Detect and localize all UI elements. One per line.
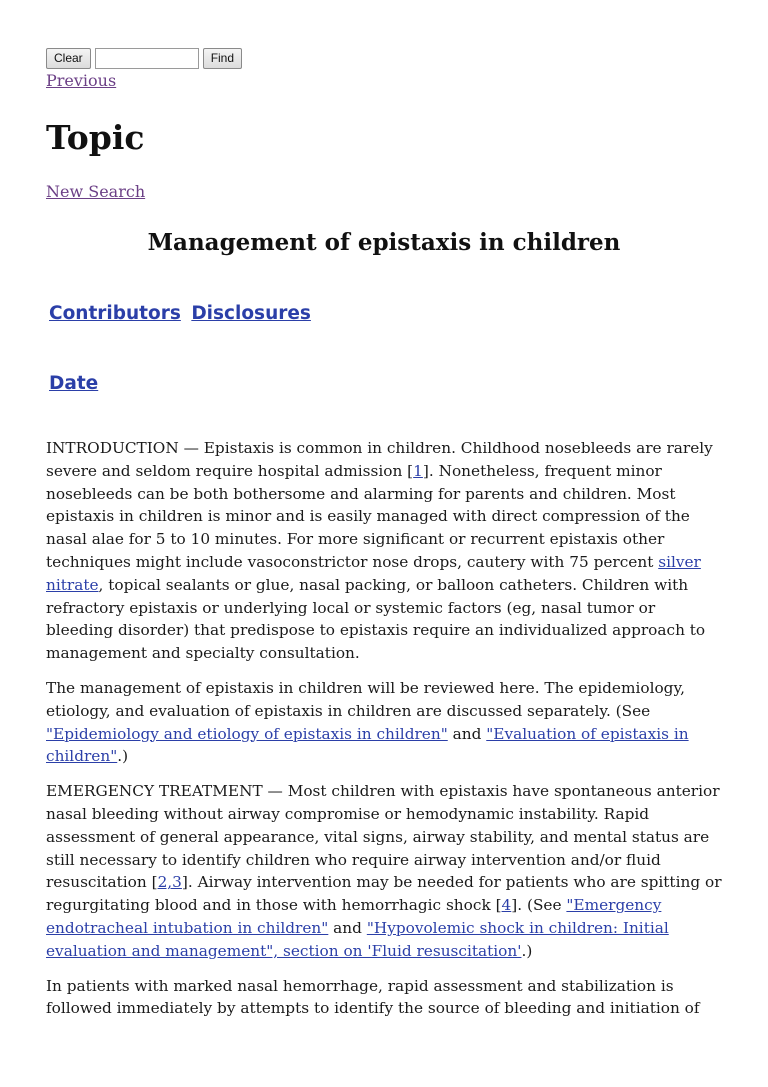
text-span: and — [328, 918, 367, 937]
text-span: and — [447, 724, 487, 743]
hypovolemic-shock-topic-link[interactable]: "Hypovolemic shock in children: Initial evaluation and management", section on 'Fluid resuscitation' — [46, 918, 669, 960]
search-input[interactable] — [95, 48, 199, 69]
paragraph-introduction — [46, 437, 726, 665]
reference-link-4[interactable]: 4 — [501, 896, 512, 915]
paragraph-emergency-treatment — [46, 780, 726, 962]
page-title: Topic — [46, 118, 145, 157]
clear-button[interactable]: Clear — [46, 48, 91, 69]
silver-nitrate-link[interactable]: silver nitrate — [46, 552, 701, 594]
find-button[interactable]: Find — [203, 48, 242, 69]
date-link[interactable]: Date — [49, 373, 99, 394]
search-toolbar — [46, 48, 242, 69]
disclosures-link[interactable]: Disclosures — [191, 303, 311, 324]
text-span: EMERGENCY TREATMENT — Most children with epistaxis have spontaneous anterior nasal bleeding without airway compromise or hemodynamic instability. Rapid assessment of general appearance, vital signs, airway stability, and mental status are still necessary to identify children who require airway intervention and/or fluid resuscitation [ — [46, 782, 720, 892]
paragraph-hemorrhage — [46, 975, 726, 1021]
reference-link-1[interactable]: 1 — [413, 461, 423, 480]
reference-link-2-3[interactable]: 2,3 — [157, 873, 182, 892]
new-search-link[interactable]: New Search — [46, 182, 146, 201]
text-span: ]. (See — [511, 896, 567, 915]
contributors-link[interactable]: Contributors — [49, 303, 181, 324]
intubation-topic-link[interactable]: "Emergency endotracheal intubation in children" — [46, 896, 662, 937]
text-span: ]. Airway intervention may be needed for patients who are spitting or regurgitating blood and in those with hemorrhagic shock [ — [46, 873, 722, 915]
text-span: In patients with marked nasal hemorrhage, rapid assessment and stabilization is followed immediately by attempts to identify the source of bleeding and initiation of — [46, 976, 700, 1018]
article-meta-links — [49, 302, 315, 326]
paragraph-overview — [46, 677, 726, 768]
text-span: INTRODUCTION — Epistaxis is common in children. Childhood nosebleeds are rarely severe and seldom require hospital admission [ — [46, 439, 713, 480]
date-section — [49, 372, 98, 396]
text-span: ]. Nonetheless, frequent minor nosebleeds can be both bothersome and alarming for parents and children. Most epistaxis in children is minor and is easily managed with direct compression of the nasal alae for 5 to 10 minutes. For more significant or recurrent epistaxis other techniques might include vasoconstrictor nose drops, cautery with 75 percent — [46, 461, 690, 571]
article-body — [46, 437, 726, 1032]
text-span: .) — [117, 747, 129, 766]
text-span: , topical sealants or glue, nasal packing, or balloon catheters. Children with refractory epistaxis or underlying local or systemic factors (eg, nasal tumor or bleeding disorder) that predispose to epistaxis require an individualized approach to management and specialty consultation. — [46, 575, 706, 663]
text-span: The management of epistaxis in children will be reviewed here. The epidemiology, etiology, and evaluation of epistaxis in children are discussed separately. (See — [46, 678, 685, 720]
text-span: .) — [521, 941, 533, 960]
article-title: Management of epistaxis in children — [147, 229, 621, 256]
epidemiology-topic-link[interactable]: "Epidemiology and etiology of epistaxis in children" — [46, 724, 448, 743]
previous-link[interactable]: Previous — [46, 71, 117, 90]
evaluation-topic-link[interactable]: "Evaluation of epistaxis in children" — [46, 724, 689, 766]
